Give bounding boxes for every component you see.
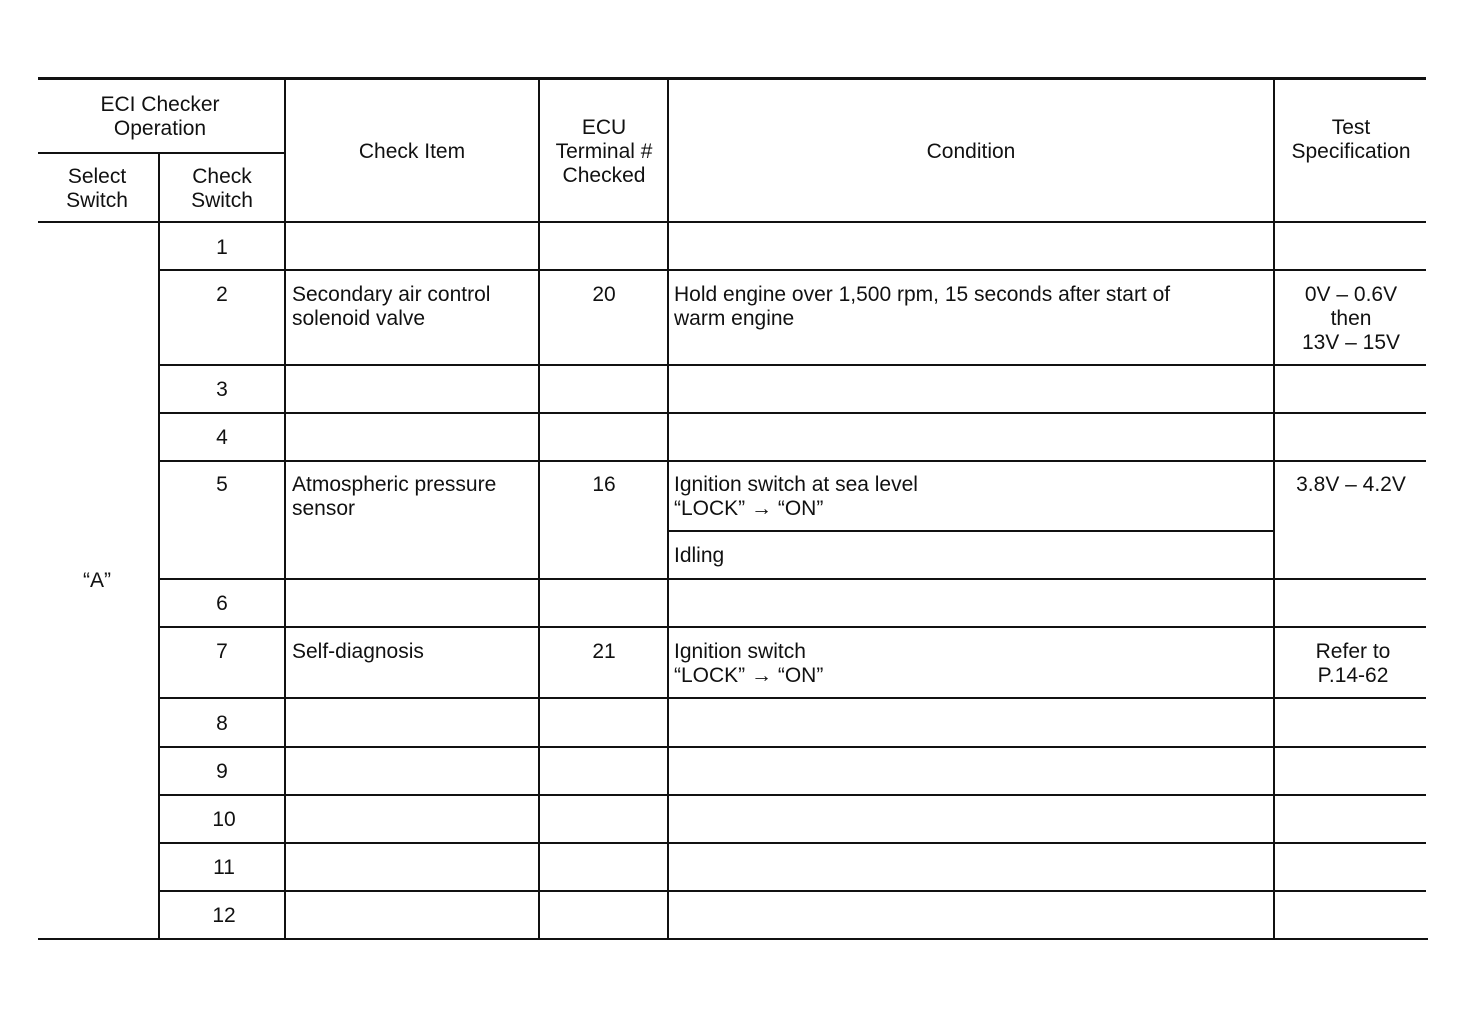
ecu-terminal: 16 (592, 473, 616, 496)
header-bottom-rule (38, 221, 1426, 223)
condition: Ignition switch at sea level “LOCK” → “ON” (674, 473, 918, 520)
row-rule (159, 746, 1426, 748)
header-check-item: Check Item (358, 140, 466, 163)
check-switch-number: 6 (216, 592, 228, 615)
check-item: Secondary air control solenoid valve (292, 283, 491, 330)
condition-split-rule (668, 530, 1274, 532)
check-item: Self-diagnosis (292, 640, 424, 663)
header-eci-checker-operation: ECI Checker Operation (100, 93, 220, 140)
check-switch-number: 7 (216, 640, 228, 663)
header-check-switch: Check Switch (191, 165, 253, 212)
check-switch-number: 5 (216, 473, 228, 496)
check-switch-number: 9 (216, 760, 228, 783)
header-ecu-terminal: ECU Terminal # Checked (555, 116, 653, 187)
condition: Ignition switch “LOCK” → “ON” (674, 640, 824, 687)
row-rule (159, 697, 1426, 699)
header-condition: Condition (926, 140, 1016, 163)
check-switch-number: 11 (213, 856, 235, 879)
column-rule (667, 78, 669, 940)
row-rule (159, 460, 1426, 462)
check-switch-number: 4 (216, 426, 228, 449)
table-bottom-rule (38, 938, 1428, 940)
select-switch-value: “A” (83, 569, 111, 592)
header-split-rule (38, 152, 284, 154)
check-switch-number: 12 (212, 904, 236, 927)
check-item: Atmospheric pressure sensor (292, 473, 497, 520)
column-rule (538, 78, 540, 940)
row-rule (159, 269, 1426, 271)
row-rule (159, 794, 1426, 796)
test-specification: 0V – 0.6V then 13V – 15V (1301, 283, 1401, 354)
ecu-terminal: 20 (592, 283, 616, 306)
header-select-switch: Select Switch (66, 165, 128, 212)
check-switch-number: 1 (216, 236, 228, 259)
row-rule (159, 578, 1426, 580)
header-test-specification: Test Specification (1291, 116, 1411, 163)
ecu-terminal: 21 (592, 640, 616, 663)
row-rule (159, 364, 1426, 366)
check-switch-number: 8 (216, 712, 228, 735)
test-specification: 3.8V – 4.2V (1296, 473, 1406, 496)
row-rule (159, 412, 1426, 414)
check-switch-number: 3 (216, 378, 228, 401)
row-rule (159, 890, 1426, 892)
table-top-rule (38, 77, 1426, 80)
test-specification: Refer to P.14-62 (1315, 640, 1391, 687)
row-rule (159, 842, 1426, 844)
row-rule (159, 626, 1426, 628)
condition: Idling (674, 544, 725, 567)
check-switch-number: 2 (216, 283, 228, 306)
condition: Hold engine over 1,500 rpm, 15 seconds after start of warm engine (674, 283, 1171, 330)
column-rule (1273, 78, 1275, 940)
check-switch-number: 10 (212, 808, 236, 831)
